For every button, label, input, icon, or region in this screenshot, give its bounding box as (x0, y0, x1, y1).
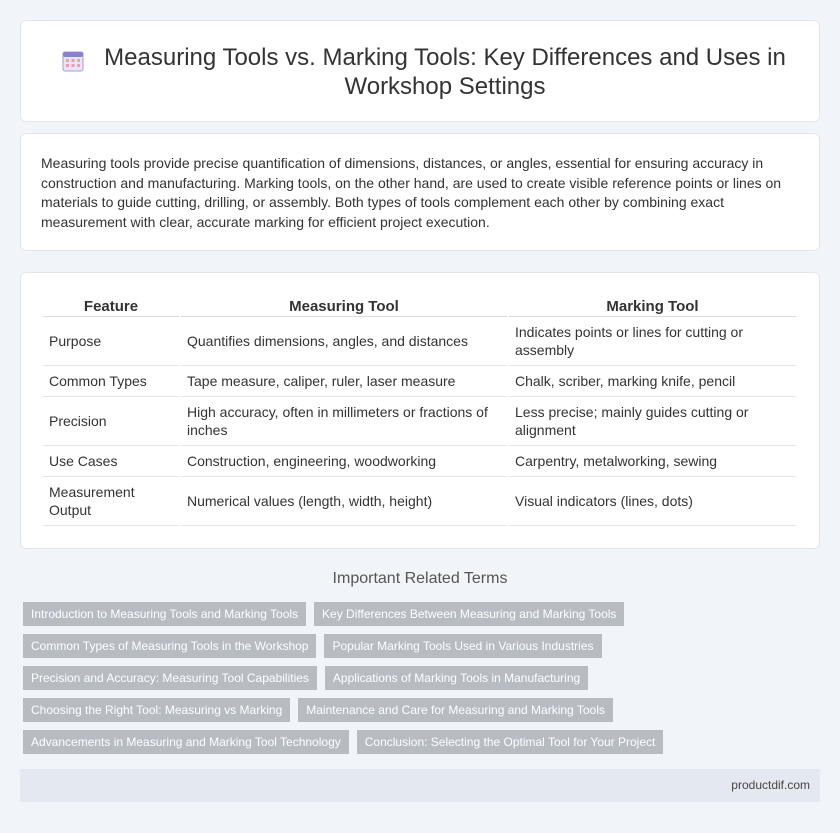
header-measuring-tool: Measuring Tool (181, 297, 507, 317)
footer-bar (20, 769, 820, 802)
related-term-tag[interactable]: Choosing the Right Tool: Measuring vs Marking (23, 698, 290, 722)
table-row (43, 317, 796, 366)
related-term-tag[interactable]: Key Differences Between Measuring and Marking Tools (314, 602, 624, 626)
table-cell: Purpose (43, 317, 179, 366)
table-cell: Common Types (43, 366, 179, 397)
related-term-tag[interactable]: Introduction to Measuring Tools and Marking Tools (23, 602, 306, 626)
table-row (43, 477, 796, 526)
header-feature: Feature (43, 297, 179, 317)
title-card (20, 20, 820, 122)
related-term-tag[interactable]: Applications of Marking Tools in Manufacturing (325, 666, 588, 690)
table-row (43, 397, 796, 446)
related-term-tag[interactable]: Conclusion: Selecting the Optimal Tool for Your Project (357, 730, 664, 754)
related-term-tag[interactable]: Maintenance and Care for Measuring and Marking Tools (298, 698, 613, 722)
table-cell: Construction, engineering, woodworking (181, 446, 507, 477)
table-cell: Use Cases (43, 446, 179, 477)
page-title: Measuring Tools vs. Marking Tools: Key Differences and Uses in Workshop Settings (104, 44, 786, 100)
table-cell: Precision (43, 397, 179, 446)
table-cell: Less precise; mainly guides cutting or alignment (509, 397, 796, 446)
related-term-tag[interactable]: Advancements in Measuring and Marking Tool Technology (23, 730, 349, 754)
table-cell: Indicates points or lines for cutting or assembly (509, 317, 796, 366)
intro-card (20, 133, 820, 251)
table-cell: Chalk, scriber, marking knife, pencil (509, 366, 796, 397)
table-cell: Measurement Output (43, 477, 179, 526)
table-cell: Visual indicators (lines, dots) (509, 477, 796, 526)
table-cell: High accuracy, often in millimeters or fractions of inches (181, 397, 507, 446)
comparison-table-card (20, 272, 820, 549)
related-term-tag[interactable]: Common Types of Measuring Tools in the Workshop (23, 634, 316, 658)
intro-paragraph: Measuring tools provide precise quantification of dimensions, distances, or angles, essential for ensuring accuracy in construction and manufacturing. Marking tools, on the other hand, are used to create visible reference points or lines on materials to guide cutting, drilling, or assembly. Both types of tools complement each other by combining exact measurement with clear, accurate marking for efficient project execution. (41, 155, 782, 230)
related-terms-heading: Important Related Terms (332, 570, 508, 587)
comparison-table (41, 297, 798, 526)
table-cell: Carpentry, metalworking, sewing (509, 446, 796, 477)
table-cell: Numerical values (length, width, height) (181, 477, 507, 526)
related-term-tag[interactable]: Precision and Accuracy: Measuring Tool Capabilities (23, 666, 317, 690)
table-row (43, 366, 796, 397)
table-header-row (43, 297, 796, 317)
related-term-tag[interactable]: Popular Marking Tools Used in Various Industries (324, 634, 601, 658)
table-cell: Tape measure, caliper, ruler, laser measure (181, 366, 507, 397)
table-cell: Quantifies dimensions, angles, and distances (181, 317, 507, 366)
table-row (43, 446, 796, 477)
header-marking-tool: Marking Tool (509, 297, 796, 317)
related-terms-list (23, 602, 813, 762)
site-attribution[interactable]: productdif.com (731, 778, 810, 792)
